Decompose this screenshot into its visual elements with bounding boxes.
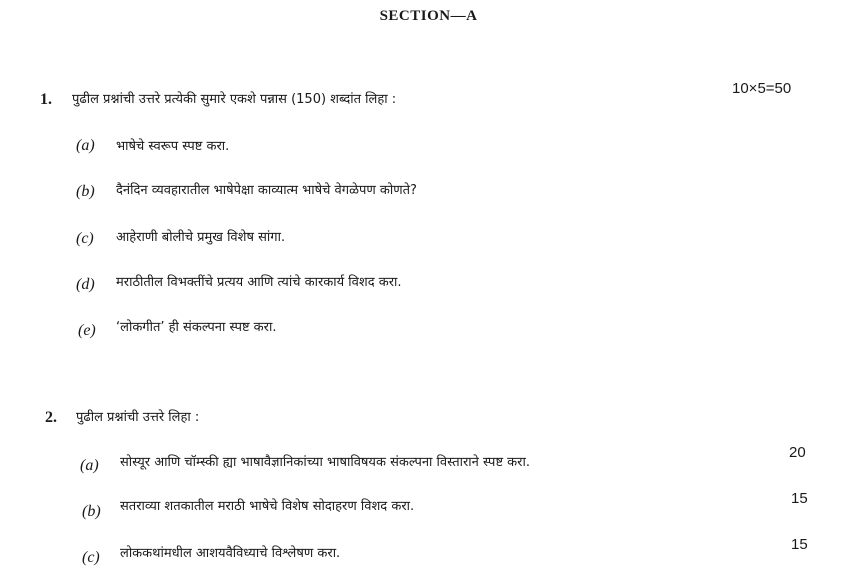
question-marks: 10×5=50 bbox=[732, 80, 792, 97]
item-label: (b) bbox=[76, 183, 95, 200]
item-label: (a) bbox=[80, 457, 99, 474]
item-marks: 15 bbox=[791, 536, 808, 553]
section-title: SECTION—A bbox=[379, 8, 478, 24]
question-text: पुढील प्रश्नांची उत्तरे लिहा : bbox=[76, 410, 200, 425]
item-text: लोककथांमधील आशयवैविध्याचे विश्लेषण करा. bbox=[120, 546, 341, 561]
item-label: (d) bbox=[76, 276, 95, 293]
item-text: मराठीतील विभक्तींचे प्रत्यय आणि त्यांचे कारकार्य विशद करा. bbox=[116, 275, 402, 290]
item-label: (c) bbox=[76, 230, 94, 247]
item-label: (e) bbox=[78, 322, 96, 339]
item-label: (c) bbox=[82, 549, 100, 566]
item-text: भाषेचे स्वरूप स्पष्ट करा. bbox=[116, 139, 230, 154]
item-text: ‘लोकगीत’ ही संकल्पना स्पष्ट करा. bbox=[116, 320, 277, 335]
item-label: (a) bbox=[76, 137, 95, 154]
item-text: सोस्यूर आणि चॉम्स्की ह्या भाषावैज्ञानिकांच्या भाषाविषयक संकल्पना विस्ताराने स्पष्ट करा. bbox=[120, 455, 530, 470]
item-marks: 15 bbox=[791, 490, 808, 507]
question-text: पुढील प्रश्नांची उत्तरे प्रत्येकी सुमारे एकशे पन्नास (150) शब्दांत लिहा : bbox=[72, 92, 397, 107]
item-text: आहेराणी बोलीचे प्रमुख विशेष सांगा. bbox=[116, 230, 286, 245]
question-number: 2. bbox=[45, 409, 57, 426]
question-number: 1. bbox=[40, 91, 52, 108]
item-marks: 20 bbox=[789, 444, 806, 461]
item-text: सतराव्या शतकातील मराठी भाषेचे विशेष सोदाहरण विशद करा. bbox=[120, 499, 415, 514]
item-text: दैनंदिन व्यवहारातील भाषेपेक्षा काव्यात्म भाषेचे वेगळेपण कोणते? bbox=[116, 183, 417, 198]
item-label: (b) bbox=[82, 503, 101, 520]
